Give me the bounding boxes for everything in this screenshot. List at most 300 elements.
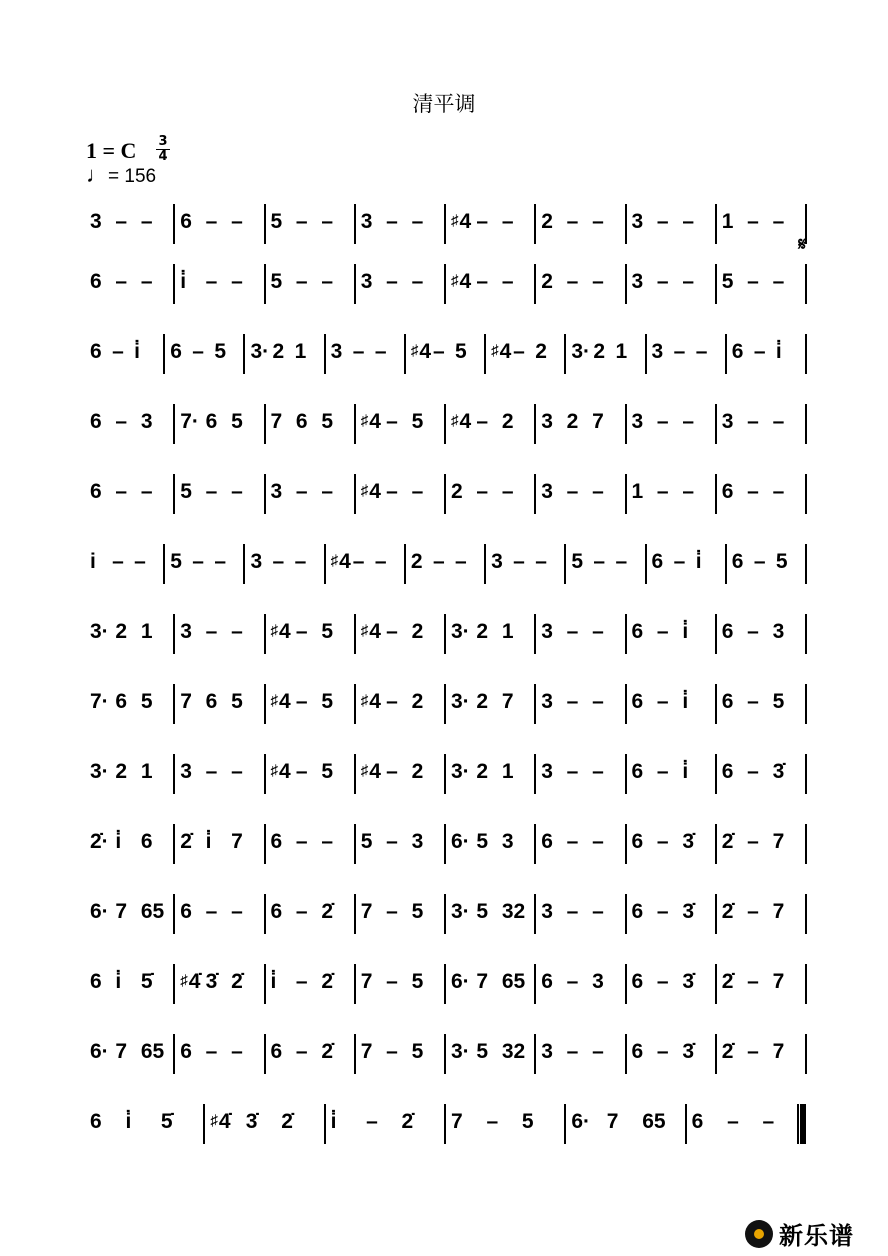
note: 6 — [721, 620, 734, 643]
note: 7· — [180, 410, 199, 433]
note: 5 — [170, 550, 182, 573]
note: 3̇ — [682, 900, 695, 923]
barline — [264, 614, 266, 654]
note: – — [753, 550, 766, 573]
note: – — [682, 270, 695, 293]
note: – — [411, 480, 424, 503]
note: ♯4 — [451, 210, 472, 233]
note: – — [386, 410, 398, 433]
note: – — [476, 210, 489, 233]
barline — [354, 204, 356, 244]
note: – — [214, 550, 227, 573]
note: – — [772, 270, 785, 293]
barline — [625, 894, 627, 934]
note: – — [747, 480, 759, 503]
score-header — [86, 134, 168, 188]
barline — [484, 544, 486, 584]
note: 3· — [90, 620, 109, 643]
note: – — [231, 760, 243, 783]
time-sig-top: 3 — [158, 134, 168, 149]
note: – — [673, 340, 686, 363]
note: – — [352, 550, 365, 573]
barline — [715, 474, 717, 514]
note: 6 — [691, 1110, 704, 1133]
note: 2 — [272, 340, 285, 363]
note: i̇ — [125, 1110, 132, 1133]
note: – — [386, 970, 398, 993]
note: 1 — [140, 620, 153, 643]
note: – — [432, 340, 445, 363]
score-row — [84, 330, 806, 390]
barline — [534, 204, 536, 244]
note: – — [501, 270, 514, 293]
note: 6 — [541, 830, 553, 853]
note: – — [593, 550, 606, 573]
note: 5 — [521, 1110, 534, 1133]
barline — [324, 1104, 326, 1144]
note: 6 — [631, 1040, 644, 1063]
note: 1 — [615, 340, 628, 363]
note: 6· — [451, 970, 470, 993]
note: – — [386, 620, 398, 643]
barline — [805, 544, 807, 584]
note: 2 — [411, 760, 424, 783]
note: – — [566, 210, 579, 233]
note: 3 — [541, 900, 553, 923]
note: 6 — [270, 1040, 283, 1063]
note: 3 — [541, 1040, 553, 1063]
barline — [484, 334, 486, 374]
note: ♯4 — [360, 690, 381, 713]
note: 3 — [501, 830, 514, 853]
logo-text: 新乐谱 — [779, 1222, 854, 1250]
note: 6· — [571, 1110, 591, 1133]
barline — [173, 404, 175, 444]
note: – — [295, 480, 308, 503]
note: – — [374, 340, 387, 363]
barline — [173, 474, 175, 514]
note: i̇ — [115, 970, 122, 993]
note: 7 — [360, 900, 373, 923]
score-row — [84, 200, 806, 260]
key-text: 1 = C — [86, 138, 137, 163]
note: 3 — [541, 620, 553, 643]
note: 2 — [115, 620, 128, 643]
note: 6 — [270, 830, 283, 853]
score-row — [84, 400, 806, 460]
note: – — [727, 1110, 739, 1133]
sharp-sign: ♯ — [270, 622, 278, 639]
note: 6 — [90, 480, 102, 503]
note: – — [566, 760, 579, 783]
score-row — [84, 820, 806, 880]
score-row — [84, 1100, 806, 1160]
barline — [444, 614, 446, 654]
note: 2̇ — [721, 1040, 734, 1063]
note: 7· — [90, 690, 109, 713]
note: 2 — [410, 550, 423, 573]
note: – — [205, 1040, 218, 1063]
note: 2̇ — [180, 830, 192, 853]
note: – — [205, 900, 218, 923]
note: 5̇ — [160, 1110, 173, 1133]
note: 3 — [360, 270, 373, 293]
note: 7 — [476, 970, 489, 993]
note: – — [476, 270, 489, 293]
note: – — [747, 900, 759, 923]
barline — [534, 754, 536, 794]
note: 6 — [90, 410, 102, 433]
note: – — [112, 340, 124, 363]
note: ♯4̇ — [180, 970, 201, 993]
note: – — [272, 550, 285, 573]
note: ♯4 — [360, 410, 381, 433]
sharp-sign: ♯ — [360, 692, 369, 709]
note: 3 — [250, 550, 263, 573]
note: 7 — [772, 970, 785, 993]
note: – — [134, 550, 146, 573]
note: 3 — [541, 690, 553, 713]
barline — [444, 1104, 446, 1144]
barline — [264, 474, 266, 514]
barline — [625, 404, 627, 444]
note: 2 — [535, 340, 547, 363]
note: 2̇· — [90, 830, 109, 853]
barline — [805, 334, 807, 374]
barline — [404, 544, 406, 584]
score-row — [84, 1030, 806, 1090]
note: 3 — [651, 340, 664, 363]
note: 6 — [631, 760, 644, 783]
barline — [534, 824, 536, 864]
sharp-sign: ♯ — [210, 1112, 218, 1129]
barline — [564, 544, 566, 584]
note: 2̇ — [721, 970, 734, 993]
barline — [264, 204, 266, 244]
note: – — [386, 210, 398, 233]
note: 3̇ — [245, 1110, 258, 1133]
note: ♯4 — [270, 760, 291, 783]
barline — [444, 964, 446, 1004]
note: – — [112, 550, 124, 573]
note: 2 — [476, 690, 489, 713]
note: ♯4 — [270, 690, 291, 713]
note: 7 — [180, 690, 192, 713]
note: 3 — [330, 340, 343, 363]
note: – — [592, 830, 604, 853]
barline — [354, 964, 356, 1004]
barline — [444, 684, 446, 724]
note: – — [115, 410, 128, 433]
note: 3 — [360, 210, 373, 233]
note: – — [205, 270, 218, 293]
note: 7 — [231, 830, 243, 853]
note: 3 — [721, 410, 734, 433]
note: – — [386, 1040, 398, 1063]
note: 7 — [592, 410, 604, 433]
barline — [805, 964, 807, 1004]
note: 5 — [455, 340, 467, 363]
barline — [805, 824, 807, 864]
note: 6 — [90, 970, 102, 993]
barline — [444, 824, 446, 864]
note: – — [295, 210, 308, 233]
barline — [625, 964, 627, 1004]
note: – — [321, 270, 334, 293]
note: 2 — [411, 690, 424, 713]
note: 5 — [476, 1040, 489, 1063]
note: – — [205, 760, 218, 783]
note: – — [295, 970, 308, 993]
note: 1 — [294, 340, 307, 363]
note: – — [566, 270, 579, 293]
note: 6 — [115, 690, 128, 713]
note: – — [231, 480, 243, 503]
note: 32 — [501, 1040, 526, 1063]
barline — [264, 824, 266, 864]
note: 2 — [541, 270, 553, 293]
note: 6 — [631, 970, 644, 993]
barline — [354, 404, 356, 444]
note: 6 — [140, 830, 153, 853]
note: 3· — [571, 340, 591, 363]
note: – — [656, 830, 669, 853]
note: – — [592, 210, 604, 233]
barline — [645, 544, 647, 584]
note: 6 — [541, 970, 553, 993]
barline — [173, 964, 175, 1004]
barline — [534, 1034, 536, 1074]
note: 1 — [140, 760, 153, 783]
note: ♯4 — [360, 620, 381, 643]
barline — [625, 264, 627, 304]
score-row — [84, 750, 806, 810]
barline — [534, 264, 536, 304]
barline — [625, 824, 627, 864]
note: 5 — [321, 760, 334, 783]
sharp-sign: ♯ — [360, 762, 369, 779]
note: – — [140, 270, 153, 293]
note: – — [386, 270, 398, 293]
note: – — [747, 690, 759, 713]
score-title: 清平调 — [412, 92, 476, 116]
barline — [625, 754, 627, 794]
note: i̇ — [682, 760, 689, 783]
barline — [805, 894, 807, 934]
note: ♯4 — [360, 480, 381, 503]
barline — [264, 684, 266, 724]
note: 6 — [180, 210, 192, 233]
barline — [534, 474, 536, 514]
note: – — [374, 550, 387, 573]
barline — [805, 474, 807, 514]
barline — [444, 404, 446, 444]
note: 7 — [270, 410, 283, 433]
score-row — [84, 680, 806, 740]
note: – — [656, 620, 669, 643]
note: – — [592, 270, 604, 293]
note: 65 — [642, 1110, 666, 1133]
note: – — [386, 480, 398, 503]
note: i̇ — [180, 270, 187, 293]
note: – — [231, 620, 243, 643]
note: 1 — [721, 210, 734, 233]
brand-logo — [745, 1216, 854, 1251]
note: – — [205, 480, 218, 503]
barline — [805, 404, 807, 444]
note: – — [352, 340, 365, 363]
note: 5 — [231, 410, 243, 433]
note: 7 — [115, 900, 128, 923]
final-barline — [797, 1104, 806, 1144]
barline — [444, 474, 446, 514]
note: 6 — [90, 270, 102, 293]
note: – — [231, 270, 243, 293]
note: – — [486, 1110, 499, 1133]
note: 6· — [90, 900, 109, 923]
note: – — [535, 550, 547, 573]
barline — [203, 1104, 205, 1144]
barline — [243, 544, 245, 584]
barline — [805, 264, 807, 304]
note: 6 — [731, 550, 744, 573]
note: 7 — [451, 1110, 463, 1133]
note: 3̇ — [682, 830, 695, 853]
note: 1 — [501, 760, 514, 783]
note: 7 — [772, 830, 785, 853]
note: – — [513, 340, 525, 363]
note: 2 — [115, 760, 128, 783]
score-row — [84, 234, 806, 320]
note: 5 — [180, 480, 192, 503]
note: ♯4 — [410, 340, 432, 363]
note: 3 — [541, 410, 553, 433]
note: 3 — [772, 620, 785, 643]
barline — [173, 824, 175, 864]
barline — [534, 684, 536, 724]
note: – — [321, 210, 334, 233]
barline — [625, 1034, 627, 1074]
note: 5 — [411, 410, 424, 433]
barline — [715, 1034, 717, 1074]
note: 5 — [775, 550, 788, 573]
barline — [625, 684, 627, 724]
note: 2 — [451, 480, 463, 503]
note: 2 — [411, 620, 424, 643]
score-row — [84, 610, 806, 670]
barline — [685, 1104, 687, 1144]
note: – — [772, 210, 785, 233]
barline — [354, 474, 356, 514]
note: – — [295, 620, 308, 643]
note: 6 — [631, 900, 644, 923]
note: ♯4̇ — [210, 1110, 231, 1133]
note: 3 — [180, 620, 192, 643]
note: 3· — [451, 760, 470, 783]
note: 3· — [250, 340, 270, 363]
note: – — [747, 410, 759, 433]
note: i — [90, 550, 96, 573]
sharp-sign: ♯ — [360, 482, 369, 499]
note: 32 — [501, 900, 526, 923]
note: – — [592, 760, 604, 783]
note: 7 — [360, 970, 373, 993]
note: 5 — [140, 690, 153, 713]
time-signature — [156, 136, 170, 163]
note: 7 — [115, 1040, 128, 1063]
note: – — [682, 410, 695, 433]
note: 5 — [321, 410, 334, 433]
note: 1 — [501, 620, 514, 643]
note: 6 — [180, 1040, 192, 1063]
note: – — [295, 270, 308, 293]
note: – — [411, 270, 424, 293]
note: – — [592, 900, 604, 923]
note: – — [231, 210, 243, 233]
note: – — [192, 550, 204, 573]
note: – — [115, 270, 128, 293]
note: – — [615, 550, 628, 573]
barline — [564, 1104, 566, 1144]
note: 5 — [411, 970, 424, 993]
note: 6· — [90, 1040, 109, 1063]
barline — [264, 264, 266, 304]
note: – — [592, 620, 604, 643]
note: – — [231, 1040, 243, 1063]
barline — [645, 334, 647, 374]
note: 5 — [721, 270, 734, 293]
key-signature — [86, 140, 156, 162]
note: – — [295, 830, 308, 853]
note: 6· — [451, 830, 470, 853]
barline — [324, 334, 326, 374]
note: – — [682, 480, 695, 503]
note: i̇ — [205, 830, 212, 853]
time-sig-bottom: 4 — [158, 149, 168, 164]
note: – — [656, 480, 669, 503]
note: 3̇ — [682, 1040, 695, 1063]
sharp-sign: ♯ — [180, 972, 188, 989]
note: i̇ — [695, 550, 702, 573]
barline — [715, 264, 717, 304]
note: 6 — [721, 760, 734, 783]
note: – — [566, 1040, 579, 1063]
sharp-sign: ♯ — [360, 412, 369, 429]
note: – — [566, 690, 579, 713]
note: 6 — [90, 1110, 102, 1133]
barline — [805, 684, 807, 724]
note: – — [695, 340, 708, 363]
note: 65 — [501, 970, 526, 993]
note: – — [476, 410, 489, 433]
barline — [725, 334, 727, 374]
note: 2̇ — [401, 1110, 414, 1133]
note: 2 — [541, 210, 553, 233]
note: 6 — [180, 900, 192, 923]
note: 2 — [566, 410, 579, 433]
note: – — [386, 760, 398, 783]
note: – — [411, 210, 424, 233]
note: 2 — [476, 760, 489, 783]
barline — [173, 614, 175, 654]
score-row — [84, 540, 806, 600]
note: 3 — [592, 970, 604, 993]
note: 3̇ — [772, 760, 785, 783]
note: – — [386, 900, 398, 923]
note: 5 — [772, 690, 785, 713]
barline — [173, 684, 175, 724]
note: – — [115, 480, 128, 503]
